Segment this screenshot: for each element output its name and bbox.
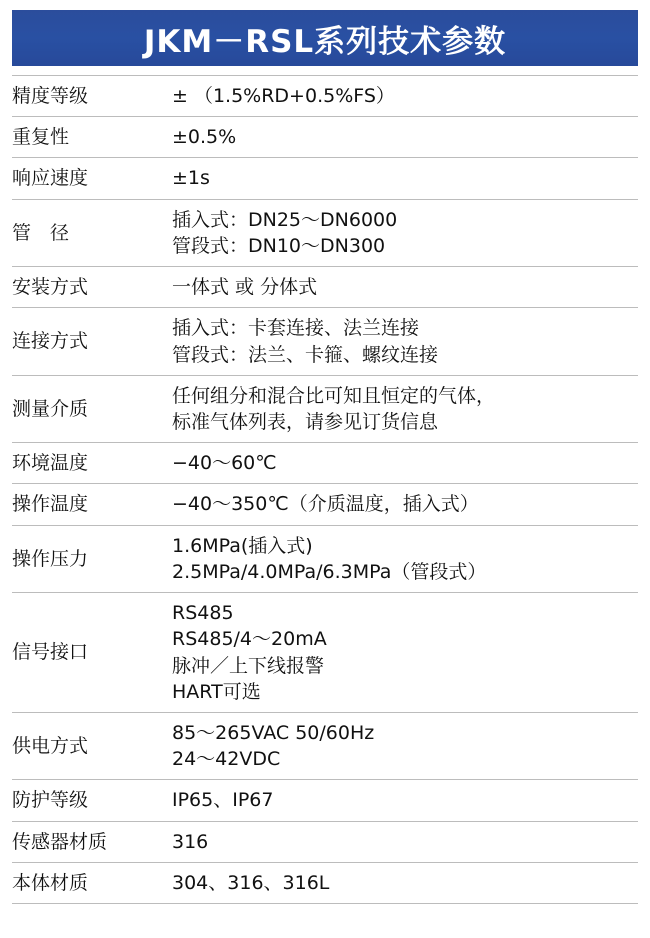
- value-line: −40～60℃: [172, 452, 277, 475]
- table-row: [12, 525, 638, 592]
- row-value: [172, 443, 638, 484]
- value-line: 一体式 或 分体式: [172, 276, 318, 299]
- row-label: 操作温度: [12, 493, 89, 516]
- row-label: 响应速度: [12, 167, 89, 190]
- row-label: 操作压力: [12, 547, 89, 570]
- row-value: [172, 862, 638, 903]
- value-line: −40～350℃（介质温度，插入式）: [172, 493, 479, 516]
- row-value: [172, 484, 638, 525]
- table-row: [12, 117, 638, 158]
- value-line: 插入式：卡套连接、法兰连接: [172, 317, 420, 340]
- row-value: [172, 267, 638, 308]
- table-row: [12, 443, 638, 484]
- row-value: [172, 593, 638, 713]
- table-row: [12, 821, 638, 862]
- value-line: 304、316、316L: [172, 871, 330, 894]
- row-value: [172, 525, 638, 592]
- row-label: 安装方式: [12, 276, 89, 299]
- value-line: IP65、IP67: [172, 789, 274, 812]
- row-label: 连接方式: [12, 330, 89, 353]
- row-value: [172, 158, 638, 199]
- value-line: 任何组分和混合比可知且恒定的气体，: [172, 384, 496, 407]
- value-line: 管段式：DN10～DN300: [172, 234, 386, 257]
- value-line: ±1s: [172, 167, 210, 190]
- row-label: 管 径: [12, 221, 70, 244]
- row-label: 信号接口: [12, 641, 89, 664]
- row-label: 测量介质: [12, 397, 89, 420]
- table-row: [12, 484, 638, 525]
- table-row: [12, 780, 638, 821]
- table-row: [12, 593, 638, 713]
- row-label: 精度等级: [12, 85, 89, 107]
- value-line: 标准气体列表，请参见订货信息: [172, 410, 439, 433]
- row-label: 环境温度: [12, 452, 89, 475]
- value-line: ±0.5%: [172, 126, 237, 149]
- row-value: [172, 712, 638, 779]
- value-line: 插入式：DN25～DN6000: [172, 208, 398, 231]
- spec-sheet: [0, 10, 650, 938]
- row-label: 供电方式: [12, 735, 89, 758]
- table-row: [12, 375, 638, 442]
- table-row: [12, 158, 638, 199]
- value-line: 85～265VAC 50/60Hz: [172, 721, 375, 744]
- value-line: RS485/4～20mA: [172, 628, 327, 651]
- row-value: [172, 199, 638, 266]
- row-label: 重复性: [12, 126, 70, 149]
- value-line: 1.6MPa(插入式): [172, 534, 313, 557]
- row-label: 防护等级: [12, 789, 89, 812]
- table-row: [12, 862, 638, 903]
- row-value: [172, 308, 638, 375]
- page-title: JKM－RSL系列技术参数: [143, 23, 507, 60]
- value-line: 316: [172, 830, 209, 853]
- value-line: HART可选: [172, 680, 261, 703]
- row-label: 传感器材质: [12, 830, 108, 853]
- row-value: [172, 76, 638, 117]
- specification-table: [12, 75, 638, 904]
- value-line: RS485: [172, 602, 234, 625]
- value-line: ± （1.5%RD+0.5%FS）: [172, 85, 395, 107]
- table-row: [12, 308, 638, 375]
- value-line: 24～42VDC: [172, 748, 281, 771]
- specification-table-body: [12, 76, 638, 904]
- table-row: [12, 267, 638, 308]
- value-line: 脉冲／上下线报警: [172, 654, 325, 677]
- row-label: 本体材质: [12, 871, 89, 894]
- value-line: 2.5MPa/4.0MPa/6.3MPa（管段式）: [172, 560, 487, 583]
- page-title-bar: [12, 10, 638, 66]
- value-line: 管段式：法兰、卡箍、螺纹连接: [172, 343, 439, 366]
- table-row: [12, 76, 638, 117]
- row-value: [172, 117, 638, 158]
- row-value: [172, 375, 638, 442]
- row-value: [172, 780, 638, 821]
- row-value: [172, 821, 638, 862]
- table-row: [12, 199, 638, 266]
- table-row: [12, 712, 638, 779]
